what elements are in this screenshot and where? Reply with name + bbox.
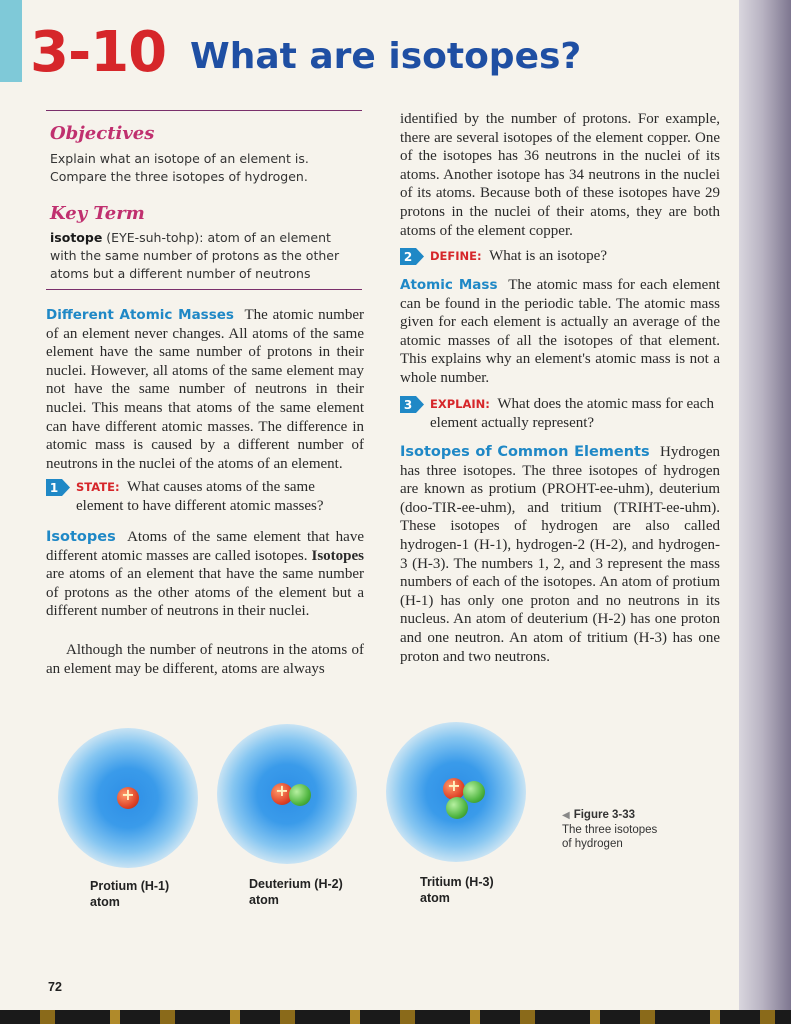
protium-atom-illustration: [58, 728, 198, 868]
key-term-definition: [50, 229, 350, 283]
paragraph-text: The atomic number of an element never changes. All atoms of the same element have the same number of protons in their nuclei. However, all atoms of the same element may not have the same number of neutrons in their nuclei. This means that atoms of the same element can have different atomic masses. The difference in atomic mass is caused by a different number of neutrons in the nuclei of the atoms of an element.: [46, 307, 364, 472]
neutron-icon: [446, 797, 468, 819]
page-bottom-strip: [0, 1010, 791, 1024]
atom-sub: atom: [420, 891, 450, 905]
objective-item: Explain what an isotope of an element is.: [50, 151, 309, 166]
section-number: 3-10: [30, 20, 167, 85]
proton-icon: [117, 787, 139, 809]
caption-line: The three isotopes: [562, 824, 658, 836]
question-text: What is an isotope?: [489, 248, 607, 264]
subheading-different-atomic-masses: Different Atomic Masses: [46, 307, 234, 323]
deuterium-label: [249, 876, 343, 908]
protium-label: [90, 878, 169, 910]
objective-item: Compare the three isotopes of hydrogen.: [50, 169, 308, 184]
bold-term: Isotopes: [311, 547, 365, 564]
svg-text:2: 2: [403, 250, 413, 264]
atom-sub: atom: [249, 893, 279, 907]
tritium-atom-illustration: [386, 722, 526, 862]
question-number-3-icon: [400, 396, 424, 413]
deuterium-atom-illustration: [217, 724, 357, 864]
question-define: [400, 247, 720, 266]
figure-label: Figure 3-33: [573, 809, 636, 821]
question-label: STATE:: [76, 480, 120, 494]
paragraph-text: are atoms of an element that have the same number of protons as the other atoms of the element but a different number of neutrons in their nuclei.: [46, 566, 364, 620]
atom-name: Deuterium (H-2): [249, 877, 343, 891]
subheading-atomic-mass: Atomic Mass: [400, 277, 498, 293]
atom-sub: atom: [90, 895, 120, 909]
objectives-heading: Objectives: [50, 123, 155, 144]
paragraph-isotopes: [46, 528, 364, 621]
key-term-text: atom of an element with the same number of protons as the other atoms but a different number of neutrons: [50, 230, 340, 281]
section-title: What are isotopes?: [190, 36, 582, 77]
svg-text:1: 1: [49, 481, 59, 495]
key-term: isotope: [50, 230, 103, 245]
question-explain: [400, 395, 720, 432]
key-term-pronunciation: (EYE-suh-tohp):: [106, 230, 204, 245]
tritium-label: [420, 874, 494, 906]
question-label: EXPLAIN:: [430, 397, 490, 411]
question-text: What does the atomic mass for each element actually represent?: [430, 396, 714, 431]
objectives-box: [46, 110, 362, 290]
question-text: What causes atoms of the same element to have different atomic masses?: [76, 479, 324, 514]
question-state: [46, 478, 364, 515]
question-label: DEFINE:: [430, 249, 482, 263]
chapter-tab-marker: [0, 0, 22, 82]
neutron-icon: [289, 784, 311, 806]
paragraph-atomic-mass: [400, 276, 720, 388]
page-number: 72: [48, 980, 62, 994]
paragraph-different-atomic-masses: [46, 306, 364, 473]
subheading-common-elements: Isotopes of Common Elements: [400, 444, 650, 460]
question-number-2-icon: [400, 248, 424, 265]
paragraph-copper-example: identified by the number of protons. For example, there are several isotopes of the element copper. One of the isotopes has 36 neutrons in the nuclei of its atoms. Another isotope has 34 neutrons in the nuclei of its atoms. Because both of these isotopes have 29 protons in the nuclei of their atoms, they are both atoms of the element copper.: [400, 111, 720, 239]
atom-name: Tritium (H-3): [420, 875, 494, 889]
question-number-1-icon: [46, 479, 70, 496]
subheading-isotopes: Isotopes: [46, 529, 116, 545]
caption-line: of hydrogen: [562, 838, 623, 850]
paragraph-common-elements: [400, 443, 720, 666]
paragraph-text: Atoms of the same element that have different atomic masses are called isotopes.: [46, 529, 364, 564]
neutron-icon: [463, 781, 485, 803]
paragraph-text: Hydrogen has three isotopes. The three isotopes of hydrogen are known as protium (PROHT-ee-uhm), deuterium (doo-TIR-ee-uhm), and tritium (TRIHT-ee-uhm). These isotopes of hydrogen are also called hydrogen-1 (H-1), hydrogen-2 (H-2), and hydrogen-3 (H-3). The numbers 1, 2, and 3 represent the mass numbers of each of the isotopes. An atom of protium (H-1) has only one proton and no neutrons in its nucleus. An atom of deuterium (H-2) has one proton and one neutron. An atom of tritium (H-3) has one proton and two neutrons.: [400, 444, 720, 665]
svg-text:3: 3: [403, 398, 413, 412]
atom-name: Protium (H-1): [90, 879, 170, 893]
page-edge-shadow: [739, 0, 791, 1024]
key-term-heading: Key Term: [50, 203, 145, 224]
paragraph-text: The atomic mass for each element can be found in the periodic table. The atomic mass given for each element is actually an average of the atomic masses of all the isotopes of that element. This explains why an element's atomic mass is not a whole number.: [400, 277, 721, 386]
paragraph-neutrons: Although the number of neutrons in the atoms of an element may be different, atoms are always: [46, 642, 364, 677]
figure-caption: [562, 808, 657, 851]
caption-arrow-icon: ◀: [562, 810, 570, 821]
